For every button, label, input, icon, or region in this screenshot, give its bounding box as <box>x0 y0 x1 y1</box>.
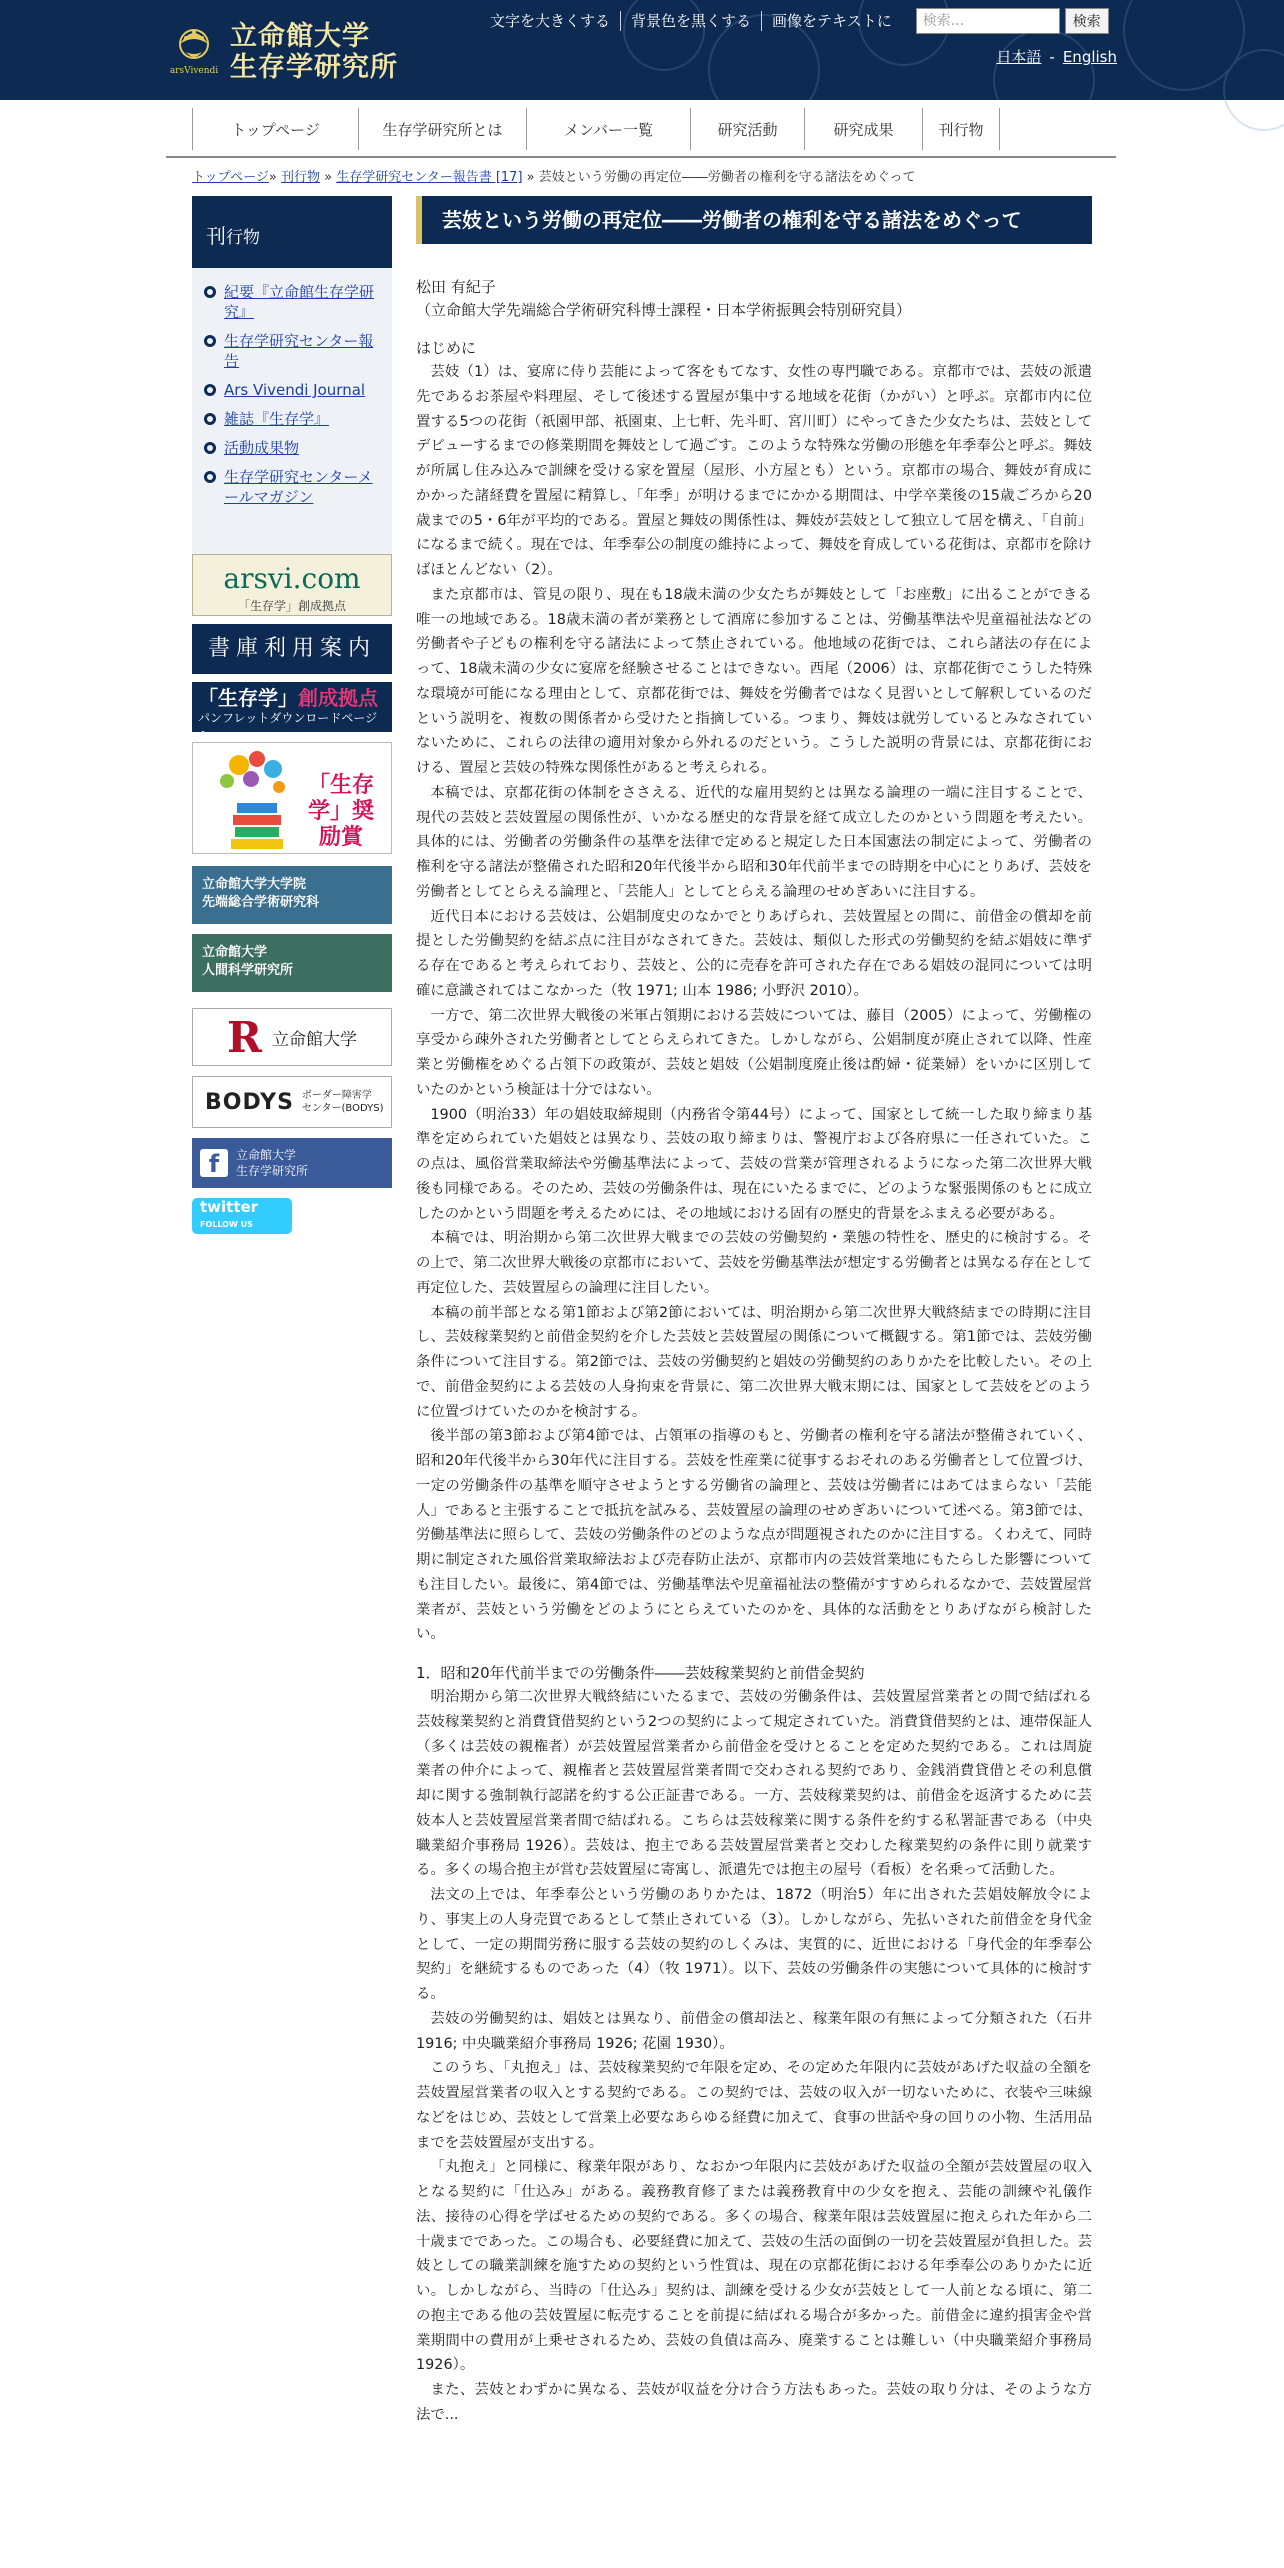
section-heading: はじめに <box>416 339 477 357</box>
twitter-banner-sub: FOLLOW US <box>200 1220 253 1229</box>
bullet-icon <box>204 286 216 298</box>
breadcrumb-home[interactable]: トップページ <box>192 170 269 185</box>
lang-separator: - <box>1049 48 1055 66</box>
sidebar-item-bulletin[interactable] <box>204 282 382 322</box>
books-illustration-icon <box>199 743 309 853</box>
library-guide-banner[interactable]: 書庫利用案内 <box>192 624 392 674</box>
author-name: 松田 有紀子 <box>416 278 496 296</box>
human-banner-line1: 立命館大学 <box>202 945 268 960</box>
bullet-icon <box>204 442 216 454</box>
breadcrumb-sep: » <box>526 170 535 185</box>
breadcrumb-sep: » <box>268 170 277 185</box>
intro-body <box>416 360 1092 1647</box>
language-switcher <box>996 46 1117 67</box>
lang-japanese-link[interactable]: 日本語 <box>996 48 1042 66</box>
ritsumeikan-banner-name: 立命館大学 <box>271 1029 357 1050</box>
paragraph: 「丸抱え」と同様に、稼業年限があり、なおかつ年限内に芸妓があげた収益の全額が芸妓置屋の収入となる契約に「仕込み」がある。義務教育修了または義務教育中の少女を抱え、芸能の訓練や礼儀作法、接待の心得を学ばせるための契約である。多くの場合、稼業年限は芸妓置屋に抱えられた年から二十歳までであった。この場合も、必要経費に加えて、芸妓の生活の面倒の一切を芸妓置屋が負担した。芸妓としての職業訓練を施すための契約という性質は、現在の京都花街における年季奉公のありかたに近い。しかしながら、当時の「仕込み」契約は、訓練を受ける少女が芸妓として一人前となる頃に、第二の抱主である他の芸妓置屋に転売することを前提に結ばれる場合が多かった。前借金に違約損害金や営業期間中の費用が上乗せされるため、芸妓の負債は高み、廃業することは難しい（中央職業紹介事務局 1926）。 <box>416 2159 1092 2374</box>
fb-line2: 生存学研究所 <box>236 1164 309 1178</box>
bullet-icon <box>204 335 216 347</box>
nav-item-top[interactable]: トップページ <box>192 108 358 150</box>
bullet-icon <box>204 413 216 425</box>
lang-english-link[interactable]: English <box>1062 48 1117 66</box>
text-size-toggle[interactable]: 文字を大きくする <box>490 12 611 30</box>
paragraph: 近代日本における芸妓は、公娼制度史のなかでとりあげられ、芸妓置屋との間に、前借金の償却を前提とした労働契約を結ぶ点に注目がなされてきた。芸妓は、類似した形式の労働契約を結ぶ娼妓に準ずる存在であると考えられており、芸妓と、公的に売春を許可された存在である娼妓の混同については明確に意識されてはこなかった（牧 1971; 山本 1986; 小野沢 2010）。 <box>416 908 1092 999</box>
site-logo[interactable] <box>166 20 398 84</box>
human-banner-line2: 人間科学研究所 <box>202 963 294 978</box>
paragraph: 後半部の第3節および第4節では、占領軍の指導のもと、労働者の権利を守る諸法が整備されていく、昭和20年代後半から30年代に注目する。芸妓を性産業に従事するおそれのある労働者として位置づけ、一定の労働条件の基準を順守させようとする労働省の論理と、芸妓は労働者にはあてはまらない「芸能人」であると主張することで抵抗を試みる、芸妓置屋の論理のせめぎあいについて述べる。第3節では、労働基準法に照らして、芸妓の労働条件のどのような点が問題視されたのかに注目する。くわえて、同時期に制定された風俗営業取締法および売春防止法が、京都市内の芸妓営業地にもたらした影響についても注目したい。最後に、第4節では、労働基準法や児童福祉法の整備がすすめられるなかで、芸妓置屋営業者が、芸妓という労働をどのようにとらえていたのかを、具体的な活動をとりあげながら検討したい。 <box>416 1428 1092 1643</box>
seizon-banner-title-b: 創成拠点 <box>298 686 378 710</box>
nav-item-publications[interactable]: 刊行物 <box>922 108 1000 150</box>
sidebar-item-label[interactable]: Ars Vivendi Journal <box>224 381 366 399</box>
human-science-banner[interactable] <box>192 934 392 992</box>
twitter-banner-title: twitter <box>200 1198 259 1216</box>
award-banner-title: 「生存学」奨励賞 <box>307 773 374 850</box>
nav-item-members[interactable]: メンバー一覧 <box>526 108 690 150</box>
seizon-pamphlet-banner[interactable] <box>192 682 392 741</box>
breadcrumb-publications[interactable]: 刊行物 <box>280 170 320 185</box>
twitter-icon <box>200 1200 258 1232</box>
section1-body <box>416 1685 1092 2428</box>
sidebar-heading-first: 刊 <box>206 224 226 248</box>
page-title: 芸妓という労働の再定位――労働者の権利を守る諸法をめぐって <box>416 196 1092 244</box>
nav-item-results[interactable]: 研究成果 <box>804 108 922 150</box>
graduate-school-banner[interactable] <box>192 866 392 924</box>
breadcrumb-current: 芸妓という労働の再定位――労働者の権利を守る諸法をめぐって <box>538 170 916 185</box>
bodys-banner-title: BODYS <box>205 1089 294 1115</box>
sidebar-heading <box>192 196 392 268</box>
paragraph: 本稿の前半部となる第1節および第2節においては、明治期から第二次世界大戦終結までの時期に注目し、芸妓稼業契約と前借金契約を介した芸妓と芸妓置屋の関係について概観する。第1節では、芸妓労働条件について注目する。第2節では、芸妓の労働契約と娼妓の労働契約のありかたを比較したい。その上で、前借金契約による芸妓の人身拘束を背景に、第二次世界大戦末期には、国家として芸妓をどのように位置づけていたのかを検討する。 <box>416 1304 1092 1420</box>
paragraph: 芸妓の労働契約は、娼妓とは異なり、前借金の償却法と、稼業年限の有無によって分類された（石井 1916; 中央職業紹介事務局 1926; 花園 1930）。 <box>416 2010 1092 2052</box>
sidebar-item-mail-magazine[interactable] <box>204 467 382 507</box>
ritsumeikan-banner[interactable] <box>192 1008 392 1066</box>
search-input[interactable] <box>916 8 1060 34</box>
bullet-icon <box>204 384 216 396</box>
paragraph: 法文の上では、年季奉公という労働のありかたは、1872（明治5）年に出された芸娼妓解放令により、事実上の人身売買であるとして禁止されている（3）。しかしながら、先払いされた前借金を身代金として、一定の期間労務に服する芸妓の契約のしくみは、実質的に、近世における「身代金的年季奉公契約」を継続するものであった（4）（牧 1971）。以下、芸妓の労働条件の実態について具体的に検討する。 <box>416 1887 1092 2002</box>
background-color-toggle[interactable]: 背景色を黒くする <box>620 11 761 31</box>
sidebar-heading-rest: 行物 <box>226 228 260 248</box>
award-banner[interactable] <box>192 742 392 854</box>
site-header <box>0 0 1284 100</box>
bullet-icon <box>204 471 216 483</box>
search-button[interactable]: 検索 <box>1065 8 1109 34</box>
sidebar-item-journal[interactable] <box>204 380 382 400</box>
paragraph: また、芸妓とわずかに異なる、芸妓が収益を分け合う方法もあった。芸妓の取り分は、そのような方法で... <box>416 2382 1092 2423</box>
facebook-banner-text <box>236 1147 308 1179</box>
breadcrumb-sep: » <box>324 170 333 185</box>
arsvi-banner-title: arsvi.com <box>223 562 361 595</box>
sidebar-menu <box>192 268 392 594</box>
bodys-sub-line1: ボーダー障害学 <box>301 1090 372 1101</box>
logo-title-line1: 立命館大学 <box>230 21 370 52</box>
paragraph: 本稿では、京都花街の体制をささえる、近代的な雇用契約とは異なる論理の一端に注目することで、現代の芸妓と芸妓置屋の関係性が、いかなる歴史的な背景を経て成立したのかという問題を考えたい。具体的には、労働者の労働条件の基準を法律で定めると規定した日本国憲法の制定によって、労働者の権利を守る諸法が整備された昭和20年代後半から昭和30年代前半までの時期を中心にとりあげ、芸妓を労働者としてとらえる論理と、「芸能人」としてとらえる論理のせめぎあいに注目する。 <box>416 784 1092 900</box>
logo-title-line2: 生存学研究所 <box>230 52 398 83</box>
section-heading: 1．昭和20年代前半までの労働条件――芸妓稼業契約と前借金契約 <box>416 1664 865 1682</box>
sidebar-item-label[interactable]: 紀要『立命館生存学研究』 <box>224 283 375 321</box>
sidebar-item-label[interactable]: 生存学研究センター報告 <box>224 332 374 370</box>
grad-banner-line2: 先端総合学術研究科 <box>202 895 320 910</box>
seizon-banner-title-a: 「生存学」 <box>198 686 298 710</box>
ars-vivendi-logo-icon <box>166 22 222 82</box>
breadcrumb-report[interactable]: 生存学研究センター報告書 [17] <box>336 170 523 185</box>
arsvi-banner[interactable] <box>192 554 392 616</box>
nav-item-research[interactable]: 研究活動 <box>690 108 804 150</box>
sidebar-item-label[interactable]: 活動成果物 <box>224 439 300 457</box>
sidebar <box>192 196 392 1229</box>
paragraph: 芸妓（1）は、宴席に侍り芸能によって客をもてなす、女性の専門職である。京都市では、芸妓の派遣先であるお茶屋や料理屋、そして後述する置屋が集中する地域を花街（かがい）と呼ぶ。京都市内に位置する5つの花街（祇園甲部、祇園東、上七軒、先斗町、宮川町）にやってきた少女たちは、芸妓としてデビューするまでの修業期間を舞妓として過ごす。このような特殊な労働の形態を年季奉公と呼ぶ。舞妓が所属し住み込みで訓練を受ける家を置屋（屋形、小方屋とも）という。京都市の場合、舞妓が育成にかかった諸経費を置屋に精算し、「年季」が明けるまでにかかる期間は、中学卒業後の15歳ごろから20歳までの5・6年が平均的である。置屋と舞妓の関係性は、舞妓が芸妓として独立して居を構え、「自前」になるまで続く。現在では、年季奉公の制度の維持によって、舞妓を育成している花街は、京都市を除けばほとんどない（2）。 <box>416 364 1092 578</box>
grad-banner-line1: 立命館大学大学院 <box>202 877 307 892</box>
paragraph: 1900（明治33）年の娼妓取締規則（内務省令第44号）によって、国家として統一した取り締まり基準を定められていた娼妓とは異なり、芸妓の取り締まりは、警視庁および各府県に一任されていた。この点は、風俗営業取締法や労働基準法によって、芸妓の営業が管理されるようになった第二次世界大戦後も同様である。そのため、芸妓の労働条件は、現在にいたるまでに、どのような緊張関係のもとに成立したのかという問題を考えるためには、その地域における固有の歴史的背景をふまえる必要がある。 <box>416 1106 1092 1222</box>
accessibility-tools <box>488 8 1109 34</box>
author-affiliation: （立命館大学先端総合学術研究科博士課程・日本学術振興会特別研究員） <box>416 301 912 319</box>
nav-item-about[interactable]: 生存学研究所とは <box>358 108 526 150</box>
sidebar-item-outputs[interactable] <box>204 438 382 458</box>
global-nav <box>166 100 1116 158</box>
sidebar-item-magazine[interactable] <box>204 409 382 429</box>
bodys-banner[interactable] <box>192 1076 392 1128</box>
main-content <box>416 196 1092 2428</box>
logo-title <box>230 21 398 83</box>
seizon-banner-title <box>198 686 386 710</box>
paragraph: 一方で、第二次世界大戦後の米軍占領期における芸妓については、藤目（2005）によって、労働権の享受から疎外された労働者としてとらえられてきた。しかしながら、公娼制度が廃止されて以降、性産業と労働権をめぐる占領下の政策が、芸妓と娼妓（公娼制度廃止後は酌婦・従業婦）をいかに区別していたのかという検証は十分ではない。 <box>416 1007 1092 1098</box>
paragraph: 明治期から第二次世界大戦終結にいたるまで、芸妓の労働条件は、芸妓置屋営業者との間で結ばれる芸妓稼業契約と消費貸借契約という2つの契約によって規定されていた。消費貸借契約とは、連帯保証人（多くは芸妓の親権者）が芸妓置屋営業者から前借金を受けとることを定めた契約である。これは周旋業者の仲介によって、親権者と芸妓置屋営業者間で交わされる契約であり、金銭消費貸借とその利息償却に関する強制執行認諾を約する公正証書である。一方、芸妓稼業契約は、前借金を返済するために芸妓本人と芸妓置屋営業者間で結ばれる。こちらは芸妓稼業に関する条件を約する私署証書である（中央職業紹介事務局 1926）。芸妓は、抱主である芸妓置屋営業者と交わした稼業契約の条件に則り就業する。多くの場合抱主が営む芸妓置屋に寄寓し、派遣先では抱主の屋号（看板）を名乗って活動した。 <box>416 1689 1092 1879</box>
facebook-icon: f <box>200 1149 228 1177</box>
arsvi-banner-sub: 「生存学」創成拠点 <box>237 599 346 613</box>
seizon-banner-sub: パンフレットダウンロードページへ <box>198 711 378 741</box>
image-to-text-toggle[interactable]: 画像をテキストに <box>761 11 902 31</box>
bodys-banner-sub <box>302 1089 384 1115</box>
sidebar-item-center-report[interactable] <box>204 331 382 371</box>
paragraph: 本稿では、明治期から第二次世界大戦までの芸妓の労働契約・業態の特性を、歴史的に検討する。その上で、第二次世界大戦後の京都市において、芸妓を労働基準法が想定する労働者とは異なる存在として再定位した、芸妓置屋らの論理に注目したい。 <box>416 1230 1092 1296</box>
paragraph: このうち、「丸抱え」は、芸妓稼業契約で年限を定め、その定めた年限内に芸妓があげた収益の全額を芸妓置屋営業者の収入とする契約である。この契約では、芸妓の収入が一切ないために、衣装や三味線などをはじめ、芸妓として営業上必要なあらゆる経費に加えて、食事の世話や身の回りの小物、生活用品までを芸妓置屋が支出する。 <box>416 2060 1092 2151</box>
author-block <box>416 276 1092 322</box>
logo-sub-text: arsVivendi <box>169 66 219 76</box>
facebook-banner[interactable] <box>192 1138 392 1188</box>
sidebar-item-label[interactable]: 雑誌『生存学』 <box>224 410 330 428</box>
ritsumeikan-logo-icon: R <box>227 1012 262 1062</box>
sidebar-item-label[interactable]: 生存学研究センターメールマガジン <box>224 468 373 506</box>
breadcrumb <box>192 166 916 185</box>
bodys-sub-line2: センター(BODYS) <box>301 1103 384 1114</box>
twitter-banner[interactable] <box>192 1198 292 1234</box>
fb-line1: 立命館大学 <box>236 1148 297 1162</box>
paragraph: また京都市は、管見の限り、現在も18歳未満の少女たちが舞妓として「お座敷」に出ることができる唯一の地域である。18歳未満の者が業務として酒席に参加することは、労働基準法や児童福祉法などの労働者や子どもの権利を守る諸法によって禁止されている。他地域の花街では、これら諸法の存在によって、18歳未満の少女に宴席を経験させることはできない。西尾（2006）は、京都花街でこうした特殊な環境が可能になる理由として、京都花街では、舞妓を労働者ではなく見習いとして解釈しているのだという説明を、複数の関係者から受けたと指摘している。つまり、舞妓は就労しているとみなされていないために、これらの法律の適用対象から外れるのだという。こうした説明の背景には、京都花街における、置屋と芸妓の特殊な関係性があると考えられる。 <box>416 586 1092 776</box>
